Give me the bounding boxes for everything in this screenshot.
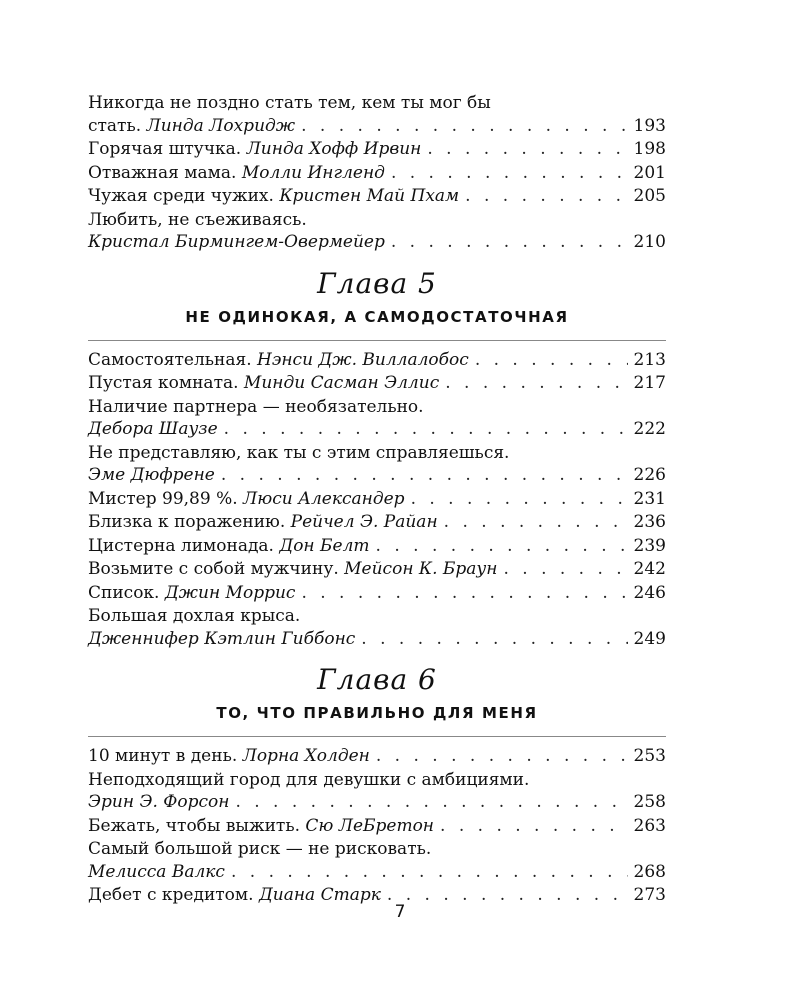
toc-entry xyxy=(88,396,666,441)
entry-page: 242 xyxy=(633,559,666,579)
entry-title: Самый большой риск — не рисковать. xyxy=(88,839,432,859)
entry-title: Никогда не поздно стать тем, кем ты мог бы xyxy=(88,93,491,113)
dot-leader xyxy=(231,861,628,884)
entry-page: 263 xyxy=(633,815,666,836)
entry-author: Мелисса Валкс xyxy=(88,861,225,882)
entry-title: Большая дохлая крыса. xyxy=(88,606,301,626)
entry-author: Нэнси Дж. Виллалобос xyxy=(257,349,469,370)
dot-leader xyxy=(445,372,627,395)
dot-leader xyxy=(221,464,628,487)
entry-author: Лорна Холден xyxy=(242,746,370,766)
entry-title: Чужая среди чужих. xyxy=(88,186,274,206)
entry-author: Дебора Шаузе xyxy=(88,419,218,439)
chapter-heading: Глава 6 xyxy=(317,663,437,696)
chapter-6-header xyxy=(88,664,666,724)
entry-author: Кристал Бирмингем-Овермейер xyxy=(88,232,385,252)
entry-page: 217 xyxy=(633,373,666,393)
dot-leader xyxy=(301,582,627,605)
entry-page: 231 xyxy=(633,488,666,509)
entry-author: Линда Хофф Ирвин xyxy=(246,139,422,159)
page-number: 7 xyxy=(394,902,406,922)
dot-leader xyxy=(224,418,628,441)
toc-entry xyxy=(88,838,666,883)
toc-entry xyxy=(88,92,666,137)
toc-entry xyxy=(88,605,666,650)
entry-title: 10 минут в день. xyxy=(88,746,238,766)
chapter-6-entries xyxy=(88,745,666,907)
entry-author: Молли Ингленд xyxy=(241,162,385,183)
dot-leader xyxy=(376,745,628,768)
table-of-contents xyxy=(88,92,666,907)
toc-entry xyxy=(88,535,666,558)
dot-leader xyxy=(235,791,627,814)
entry-title: Неподходящий город для девушки с амбициями. xyxy=(88,769,530,790)
toc-section-continued xyxy=(88,92,666,254)
entry-title: Горячая штучка. xyxy=(88,139,242,159)
entry-title: Наличие партнера — необязательно. xyxy=(88,396,424,417)
entry-page: 253 xyxy=(633,746,666,766)
toc-entry xyxy=(88,558,666,581)
entry-author: Мейсон К. Браун xyxy=(344,559,498,579)
entry-title: Мистер 99,89 %. xyxy=(88,488,238,509)
entry-title-cont: стать. xyxy=(88,115,142,136)
entry-page: 268 xyxy=(633,861,666,882)
toc-entry xyxy=(88,745,666,768)
chapter-5-entries xyxy=(88,349,666,651)
entry-author: Эрин Э. Форсон xyxy=(88,792,230,812)
dot-leader xyxy=(475,349,628,372)
entry-title: Любить, не съеживаясь. xyxy=(88,209,307,230)
entry-page: 246 xyxy=(633,582,666,603)
entry-page: 222 xyxy=(633,419,666,439)
entry-page: 273 xyxy=(633,885,666,905)
entry-page: 193 xyxy=(633,115,666,136)
entry-author: Минди Сасман Эллис xyxy=(243,373,440,393)
entry-title: Близка к поражению. xyxy=(88,512,286,532)
chapter-5-header xyxy=(88,268,666,328)
entry-title: Бежать, чтобы выжить. xyxy=(88,815,300,836)
entry-title: Отважная мама. xyxy=(88,162,237,183)
entry-page: 205 xyxy=(633,186,666,206)
entry-author: Дженнифер Кэтлин Гиббонс xyxy=(88,628,356,649)
entry-title: Не представляю, как ты с этим справляешься. xyxy=(88,442,510,463)
dot-leader xyxy=(444,511,628,534)
entry-author: Кристен Май Пхам xyxy=(279,186,460,206)
entry-page: 213 xyxy=(633,349,666,370)
toc-entry xyxy=(88,185,666,208)
divider xyxy=(88,736,666,737)
toc-entry xyxy=(88,582,666,605)
entry-author: Джин Моррис xyxy=(164,582,296,603)
chapter-title: ТО, ЧТО ПРАВИЛЬНО ДЛЯ МЕНЯ xyxy=(216,704,538,722)
entry-title: Самостоятельная. xyxy=(88,349,252,370)
dot-leader xyxy=(411,488,628,511)
toc-entry xyxy=(88,488,666,511)
entry-title: Дебет с кредитом. xyxy=(88,885,254,905)
dot-leader xyxy=(503,558,627,581)
toc-entry xyxy=(88,511,666,534)
entry-page: 236 xyxy=(633,512,666,532)
entry-author: Люси Александер xyxy=(243,488,405,509)
entry-page: 239 xyxy=(633,535,666,556)
toc-entry xyxy=(88,442,666,487)
entry-page: 198 xyxy=(633,139,666,159)
toc-entry xyxy=(88,372,666,395)
toc-entry xyxy=(88,815,666,838)
toc-entry xyxy=(88,769,666,814)
dot-leader xyxy=(301,115,627,138)
entry-author: Сю ЛеБретон xyxy=(305,815,435,836)
entry-author: Дон Белт xyxy=(279,535,370,556)
toc-entry xyxy=(88,349,666,372)
divider xyxy=(88,340,666,341)
dot-leader xyxy=(440,815,628,838)
dot-leader xyxy=(376,535,628,558)
entry-author: Линда Лохридж xyxy=(146,115,296,136)
toc-entry xyxy=(88,138,666,161)
entry-title: Список. xyxy=(88,582,160,603)
entry-title: Возьмите с собой мужчину. xyxy=(88,559,339,579)
dot-leader xyxy=(361,628,627,651)
entry-author: Эме Дюфрене xyxy=(88,465,215,485)
entry-page: 226 xyxy=(633,465,666,485)
entry-page: 210 xyxy=(633,232,666,252)
toc-entry xyxy=(88,162,666,185)
entry-author: Диана Старк xyxy=(258,885,381,905)
entry-title: Цистерна лимонада. xyxy=(88,535,274,556)
dot-leader xyxy=(465,185,627,208)
toc-entry xyxy=(88,209,666,254)
entry-page: 249 xyxy=(633,628,666,649)
dot-leader xyxy=(391,162,628,185)
chapter-heading: Глава 5 xyxy=(317,266,437,300)
entry-author: Рейчел Э. Райан xyxy=(290,512,438,532)
entry-page: 201 xyxy=(633,162,666,183)
dot-leader xyxy=(427,138,627,161)
entry-page: 258 xyxy=(633,792,666,812)
entry-title: Пустая комната. xyxy=(88,373,239,393)
dot-leader xyxy=(391,231,628,254)
chapter-title: НЕ ОДИНОКАЯ, А САМОДОСТАТОЧНАЯ xyxy=(185,307,569,326)
